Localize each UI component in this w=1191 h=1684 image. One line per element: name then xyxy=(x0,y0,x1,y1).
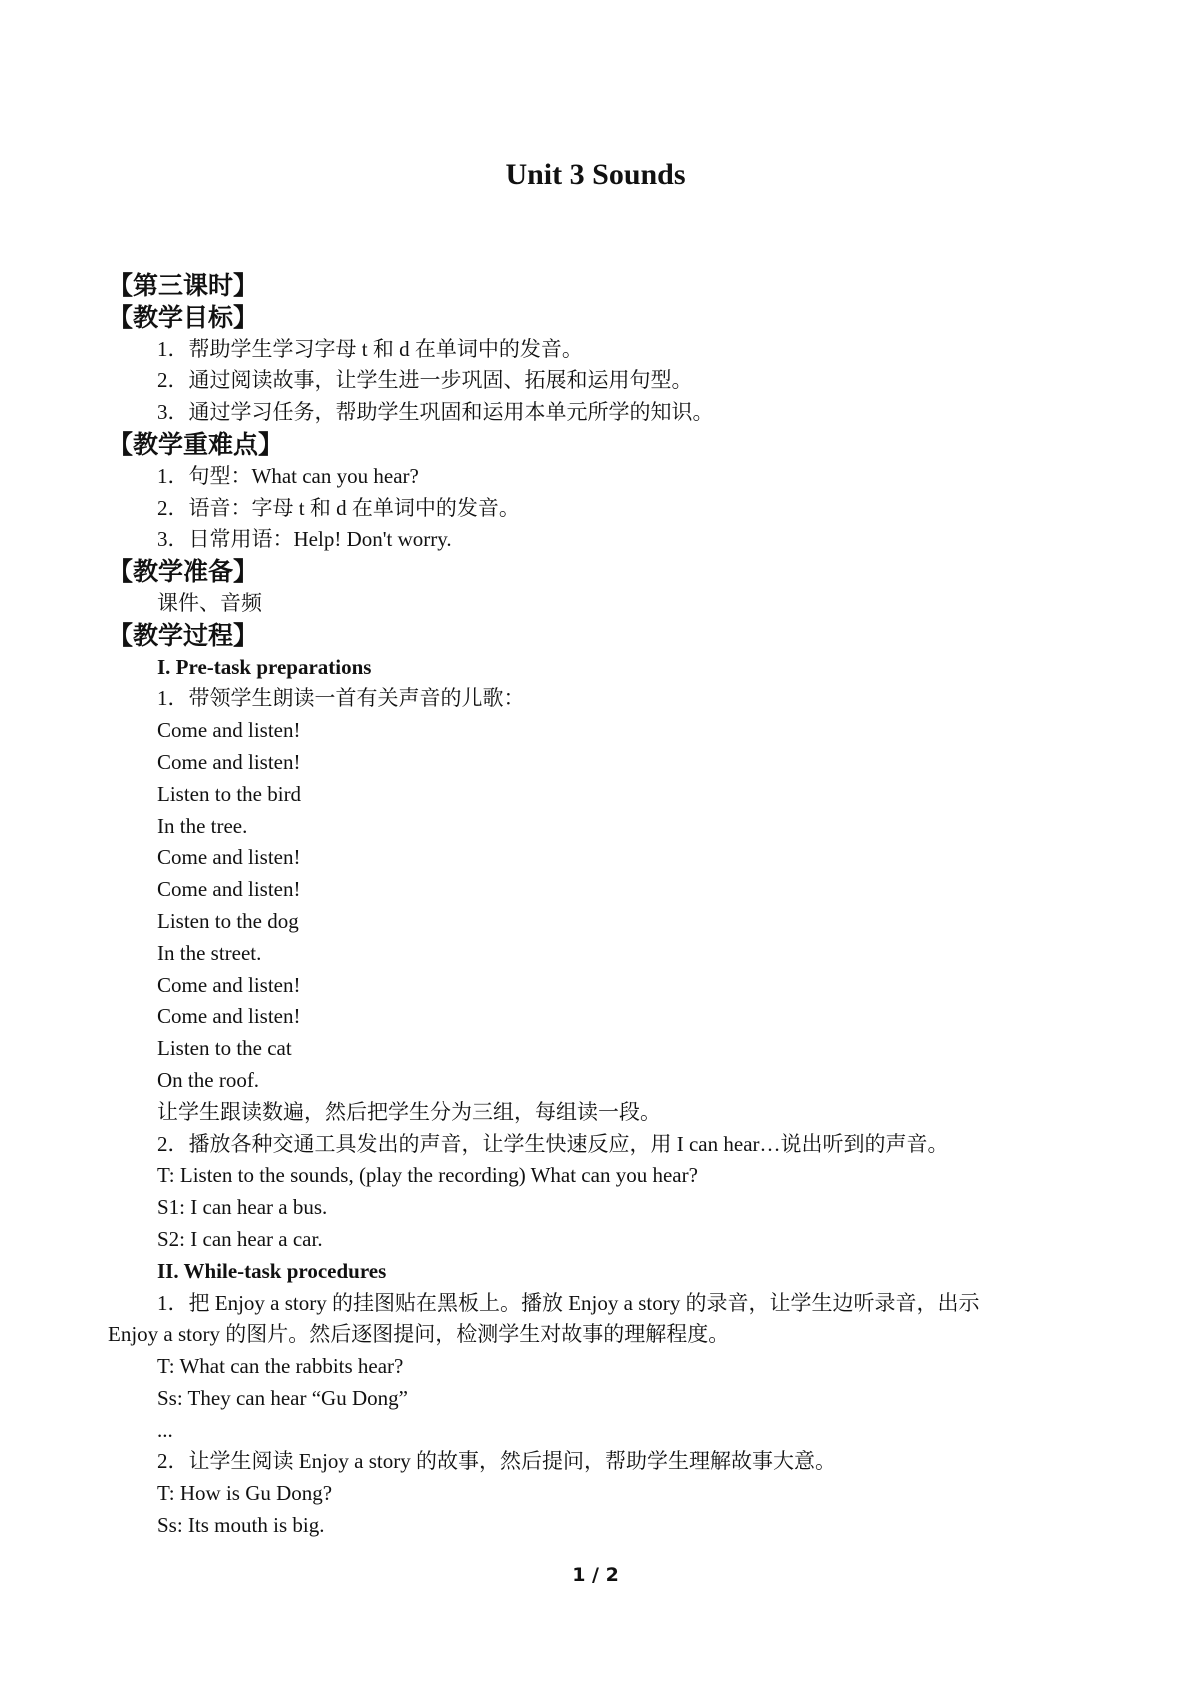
text-line: T: What can the rabbits hear? xyxy=(157,1354,404,1379)
text-line: T: How is Gu Dong? xyxy=(157,1481,333,1506)
text-line: In the street. xyxy=(157,940,262,965)
text-line: Come and listen! xyxy=(157,972,301,997)
text-line: 1．句型：What can you hear? xyxy=(157,463,419,488)
text-line: Listen to the dog xyxy=(157,908,299,933)
subsection-heading: I. Pre-task preparations xyxy=(157,654,372,679)
text-line: 2．通过阅读故事，让学生进一步巩固、拓展和运用句型。 xyxy=(157,368,693,393)
section-heading: 【教学过程】 xyxy=(108,620,259,650)
lesson-plan-body xyxy=(108,270,1098,1542)
page-number: 1 / 2 xyxy=(572,1564,619,1586)
text-line: 2．语音：字母 t 和 d 在单词中的发音。 xyxy=(157,495,520,520)
text-line: 3．日常用语：Help! Don't worry. xyxy=(157,527,452,552)
text-line: Come and listen! xyxy=(157,1004,301,1029)
section-heading: 【第三课时】 xyxy=(108,271,259,300)
text-line: T: Listen to the sounds, (play the recording) What can you hear? xyxy=(157,1163,698,1188)
text-line: In the tree. xyxy=(157,813,248,838)
text-line: Come and listen! xyxy=(157,718,301,743)
text-line: S2: I can hear a car. xyxy=(157,1226,323,1251)
text-line: Ss: Its mouth is big. xyxy=(157,1513,325,1538)
text-line: S1: I can hear a bus. xyxy=(157,1195,328,1220)
text-line: Ss: They can hear “Gu Dong” xyxy=(157,1385,408,1410)
text-line: Come and listen! xyxy=(157,749,301,774)
text-line-continued: Enjoy a story 的图片。然后逐图提问，检测学生对故事的理解程度。 xyxy=(108,1322,730,1347)
text-line: 让学生跟读数遍，然后把学生分为三组，每组读一段。 xyxy=(157,1099,661,1124)
text-line: 3．通过学习任务，帮助学生巩固和运用本单元所学的知识。 xyxy=(157,400,714,425)
text-line: ... xyxy=(157,1417,173,1442)
text-line: Come and listen! xyxy=(157,845,301,870)
section-heading: 【教学准备】 xyxy=(108,557,259,587)
text-line: Come and listen! xyxy=(157,877,301,902)
text-line: 1．带领学生朗读一首有关声音的儿歌： xyxy=(157,686,525,711)
section-heading: 【教学目标】 xyxy=(108,302,259,332)
section-heading: 【教学重难点】 xyxy=(108,429,284,459)
text-line: On the roof. xyxy=(157,1067,260,1092)
text-line: Listen to the cat xyxy=(157,1036,292,1061)
text-line: 1．帮助学生学习字母 t 和 d 在单词中的发音。 xyxy=(157,336,583,361)
subsection-heading: II. While-task procedures xyxy=(157,1258,387,1283)
document-title: Unit 3 Sounds xyxy=(505,158,686,191)
text-line: 课件、音频 xyxy=(157,590,262,615)
text-line: Listen to the bird xyxy=(157,781,302,806)
text-line: 2．播放各种交通工具发出的声音，让学生快速反应，用 I can hear…说出听到的声音。 xyxy=(157,1131,949,1156)
text-line: 1．把 Enjoy a story 的挂图贴在黑板上。播放 Enjoy a story 的录音，让学生边听录音，出示 xyxy=(157,1290,980,1315)
text-line: 2．让学生阅读 Enjoy a story 的故事，然后提问，帮助学生理解故事大意。 xyxy=(157,1449,836,1474)
